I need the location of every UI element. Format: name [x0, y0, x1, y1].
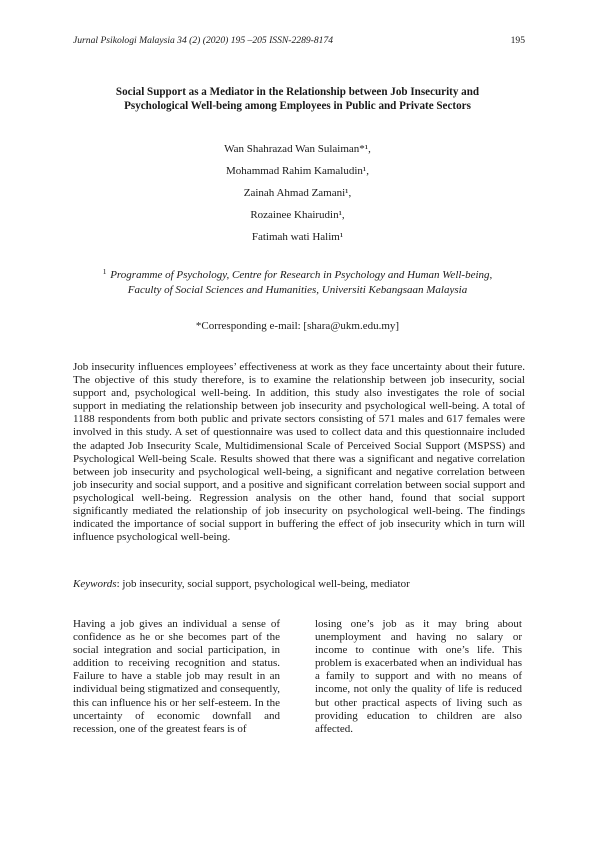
title-line-2: Psychological Well-being among Employees in Public and Private Sectors: [124, 100, 471, 112]
title-line-1: Social Support as a Mediator in the Relationship between Job Insecurity and: [115, 86, 480, 98]
affiliation-marker: 1: [102, 267, 107, 276]
author-2: Mohammad Rahim Kamaludin¹,: [226, 165, 369, 177]
journal-citation: Jurnal Psikologi Malaysia 34 (2) (2020) 195 –205 ISSN-2289-8174: [73, 35, 334, 46]
affiliation: [60, 264, 535, 298]
author-5: Fatimah wati Halim¹: [251, 231, 344, 243]
author-1: Wan Shahrazad Wan Sulaiman*¹,: [224, 143, 371, 155]
running-header: [73, 35, 525, 49]
corresponding-email: *Corresponding e-mail: [shara@ukm.edu.my]: [195, 320, 400, 332]
abstract: Job insecurity influences employees’ effectiveness at work as they face uncertainty about their future. The objective of this study therefore, is to examine the relationship between job insecurity, social support and, psychological well-being. In addition, this study also investigates the role of social support in mediating the relationship between job insecurity and psychological well-being. A total of 1188 respondents from both public and private sectors consisting of 571 males and 617 females were involved in this study. A set of questionnaire was used to collect data and this questionnaire included the adapted Job Insecurity Scale, Multidimensional Scale of Perceived Social Support (MSPSS) and Psychological Well-being Scale. Results showed that there was a significant and negative correlation between job insecurity and psychological well-being, a significant and negative correlation between job insecurity and social support, and a positive and significant correlation between social support and psychological well-being. Regression analysis on the other hand, found that social support significantly mediated the relationship of job insecurity on psychological well-being. The findings indicated the importance of social support in buffering the effect of job insecurity which in turn will influence psychological well-being.: [73, 361, 525, 544]
affiliation-text-1: Programme of Psychology, Centre for Research in Psychology and Human Well-being,: [110, 269, 493, 281]
body-left-column: Having a job gives an individual a sense of confidence as he or she becomes part of the social integration and social participation, in addition to receiving recognition and status. Failure to have a stable job may result in an individual being stigmatized and consequently, this can influence his or her self-esteem. In the uncertainty of economic downfall and recession, one of the greatest fears is of: [73, 618, 280, 735]
keywords-text: : job insecurity, social support, psychological well-being, mediator: [116, 578, 410, 590]
author-3: Zainah Ahmad Zamani¹,: [243, 187, 352, 199]
affiliation-line-2: Faculty of Social Sciences and Humanities, Universiti Kebangsaan Malaysia: [127, 284, 468, 296]
author-list: [0, 142, 595, 252]
affiliation-line-1: [60, 264, 535, 283]
keywords-label: Keywords: [73, 578, 117, 590]
paper-title: [60, 85, 535, 113]
keywords: [73, 578, 525, 590]
body-right-column: losing one’s job as it may bring about unemployment and having no salary or income to continue with one’s life. This problem is exacerbated when an individual has a family to support and with no means of income, not only the quality of life is reduced but other practical aspects of living such as providing education to children are also affected.: [315, 618, 522, 735]
page-number: 195: [510, 35, 525, 46]
author-4: Rozainee Khairudin¹,: [250, 209, 345, 221]
